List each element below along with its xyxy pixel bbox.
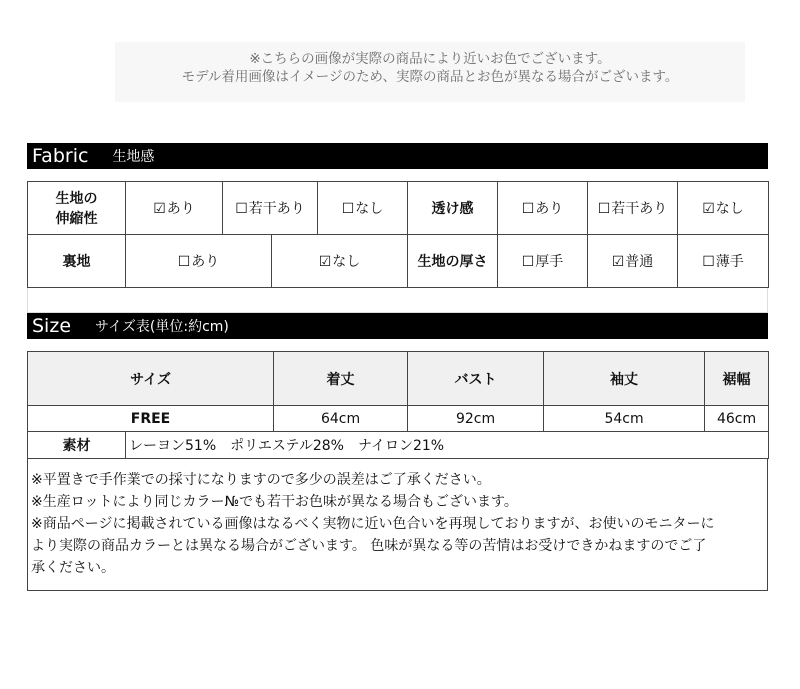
section-spacer — [27, 288, 768, 313]
size-title: Size — [32, 315, 72, 337]
size-header-length: 着丈 — [274, 352, 408, 406]
material-label: 素材 — [28, 432, 126, 459]
option-text: なし — [355, 201, 384, 217]
thickness-option-futsuu — [588, 235, 678, 288]
thickness-option-atsude — [498, 235, 588, 288]
option-text: 若干あり — [248, 201, 305, 217]
fabric-table — [27, 181, 769, 288]
checkbox-empty-icon: ☐ — [341, 201, 355, 217]
lining-option-ari — [126, 235, 272, 288]
checkbox-checked-icon: ☑ — [318, 254, 332, 270]
size-section-header — [27, 313, 768, 339]
fabric-title: Fabric — [32, 145, 89, 167]
size-cell-free: FREE — [28, 406, 274, 432]
thickness-option-usude — [678, 235, 769, 288]
size-cell-bust: 92cm — [408, 406, 544, 432]
option-text: 厚手 — [535, 254, 564, 270]
stretch-label-line-2: 伸縮性 — [55, 211, 98, 227]
checkbox-empty-icon: ☐ — [521, 201, 535, 217]
size-header-sleeve: 袖丈 — [544, 352, 705, 406]
notes-box — [27, 459, 768, 591]
option-text: あり — [535, 201, 564, 217]
size-table — [27, 351, 769, 459]
note-line-1: ※平置きで手作業での採寸になりますので多少の誤差はご了承ください。 — [31, 472, 491, 488]
sheer-option-nashi — [678, 182, 769, 235]
size-header-hem: 裾幅 — [705, 352, 769, 406]
stretch-label-line-1: 生地の — [55, 191, 98, 207]
stretch-option-ari — [126, 182, 223, 235]
fabric-section-header — [27, 143, 768, 169]
checkbox-empty-icon: ☐ — [702, 254, 715, 270]
note-line-4: より実際の商品カラーとは異なる場合がございます。 色味が異なる等の苦情はお受けできかねますのでご了 — [31, 538, 707, 554]
stretch-option-nashi — [318, 182, 408, 235]
thickness-label: 生地の厚さ — [408, 235, 498, 288]
lining-option-nashi — [272, 235, 408, 288]
option-text: あり — [191, 254, 220, 270]
sheer-option-jakkan — [588, 182, 678, 235]
checkbox-checked-icon: ☑ — [611, 254, 625, 270]
note-line-5: 承ください。 — [31, 560, 115, 576]
size-header-bust: バスト — [408, 352, 544, 406]
checkbox-checked-icon: ☑ — [153, 201, 166, 217]
sheer-label: 透け感 — [408, 182, 498, 235]
note-line-3: ※商品ページに掲載されている画像はなるべく実物に近い色合いを再現しておりますが、お使いのモニターに — [31, 516, 715, 532]
size-header-size: サイズ — [28, 352, 274, 406]
size-cell-sleeve: 54cm — [544, 406, 705, 432]
size-cell-length: 64cm — [274, 406, 408, 432]
material-value: レーヨン51% ポリエステル28% ナイロン21% — [126, 432, 769, 459]
color-notice — [115, 42, 745, 102]
notice-line-2: モデル着用画像はイメージのため、実際の商品とお色が異なる場合がございます。 — [181, 69, 679, 85]
fabric-subtitle: 生地感 — [112, 149, 155, 165]
note-line-2: ※生産ロットにより同じカラー№でも若干お色味が異なる場合もございます。 — [31, 494, 518, 510]
option-text: 薄手 — [715, 254, 744, 270]
option-text: 若干あり — [611, 201, 668, 217]
lining-label: 裏地 — [28, 235, 126, 288]
option-text: なし — [715, 201, 744, 217]
option-text: あり — [166, 201, 195, 217]
size-subtitle: サイズ表(単位:約cm) — [95, 319, 229, 335]
option-text: なし — [332, 254, 361, 270]
checkbox-empty-icon: ☐ — [235, 201, 248, 217]
checkbox-empty-icon: ☐ — [177, 254, 191, 270]
checkbox-empty-icon: ☐ — [521, 254, 535, 270]
notice-line-1: ※こちらの画像が実際の商品により近いお色でございます。 — [249, 51, 611, 67]
sheer-option-ari — [498, 182, 588, 235]
option-text: 普通 — [625, 254, 654, 270]
checkbox-checked-icon: ☑ — [702, 201, 715, 217]
checkbox-empty-icon: ☐ — [597, 201, 611, 217]
stretch-option-jakkan — [223, 182, 318, 235]
stretch-label — [28, 182, 126, 235]
size-cell-hem: 46cm — [705, 406, 769, 432]
